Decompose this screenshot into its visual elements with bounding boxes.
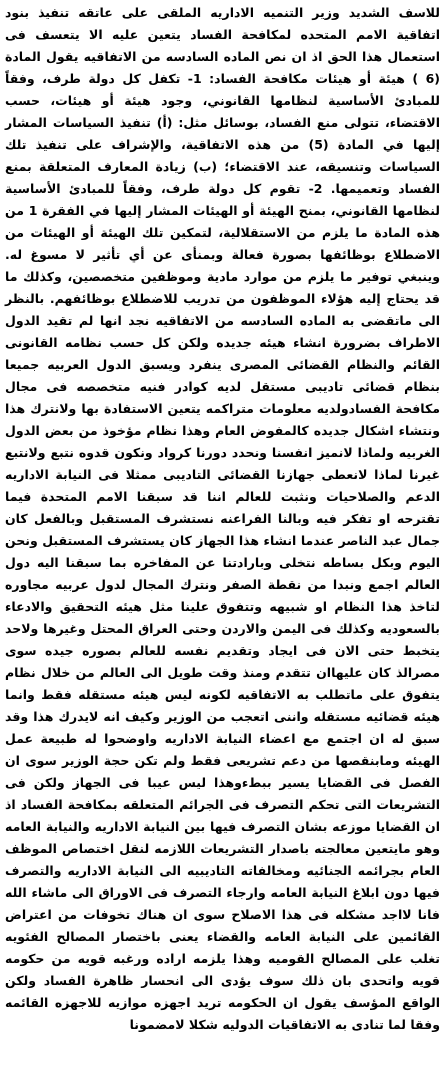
body-paragraph: للاسف الشديد وزير التنميه الاداريه الملقى على عاتقه تنفيذ بنود اتفاقية الامم المتحده لمكافحة الفساد يتعين عليه الا يتعسف فى استعمال هذا الحق اذ ان نص الماده السادسه من الاتفاقيه يقول المادة (6 ) هيئة أو هيئات مكافحة الفساد: 1- تكفل كل دولة طرف، وفقاً للمبادئ الأساسية لنظامها القانوني، وجود هيئة أو هيئات، حسب الاقتضاء، تتولى منع الفساد، بوسائل مثل: (أ) تنفيذ السياسات المشار إليها في المادة (5) من هذه الاتفاقية، والإشراف على تنفيذ تلك السياسات وتنسيقه، عند الاقتضاء؛ (ب) زيادة المعارف المتعلقة بمنع الفساد وتعميمها. 2- تقوم كل دولة طرف، وفقاً للمبادئ الأساسية لنظامها القانوني، بمنح الهيئة أو الهيئات المشار إليها في الفقرة 1 من هذه المادة ما يلزم من الاستقلالية، لتمكين تلك الهيئة أو الهيئات من الاضطلاع بوظائفها بصورة فعالة وبمنأى عن أي تأثير لا مسوغ له. وينبغي توفير ما يلزم من موارد مادية وموظفين متخصصين، وكذلك ما قد يحتاج إليه هؤلاء الموظفون من تدريب للاضطلاع بوظائفهم. بالنظر الى ماتقضى به الماده السادسه من الاتفاقيه نجد انها لم تقيد الدول الاطراف بضرورة انشاء هيئه جديده ولكن كل حسب نظامه القانونى القائم والنظام القضائى المصرى ينفرد ويسبق الدول العربيه جميعا بنظام قضائى تاديبى مستقل لديه كوادر فنيه متخصصه فى مجال مكافحة الفسادولديه معلومات متراكمه يتعين الاستفادة بها ولانترك هذا ونتشاء اشكال جديده كالمفوض العام وهذا نظام مؤخوذ من بعض الدول الغربيه ولماذا لانميز انفسنا ونحدد دورنا كرواد ونكون قدوه نتبع ولانتبع غيرنا لماذا لانعطى جهازنا القضائى التاديبى ممثلا فى النيابة الاداريه الدعم والصلاحيات ونثبت للعالم اننا قد سبقنا الامم المتحدة فيما تقترحه او تفكر فيه وبالنا الفراعنه نستشرف المستقبل وبالفعل كان جمال عبد الناصر عندما انشاء هذا الجهاز كان يستشرف المستقبل ونحن اليوم وبكل بساطه نتخلى وبارادتنا عن المفاخره بما سبقنا اليه دول العالم اجمع ونبدا من نقطة الصفر ونترك المجال لدول عربيه مجاوره لتاخذ هذا النظام او شبيهه وتتفوق علينا مثل هيئه التحقيق والادعاء بالسعوديه وكذلك فى اليمن والاردن وحتى العراق المحتل وغيرها ولاحد يتخبط حتى الان فى ايجاد وتقديم نفسه للعالم بصوره جيده سوى مصرالذ كان عليهاان تتقدم ومنذ وقت طويل الى العالم من خلال نظام يتفوق على ماتطلب به الاتفاقيه لكونه ليس هيئه مستقله فقط وانما هيئه قضائيه مستقله واننى اتعجب من الوزير وكيف انه لايدرك هذا وقد سبق له ان اجتمع مع اعضاء النيابة الاداريه واوضحوا له طبيعة عمل الهيئه ومابنقصها من دعم تشريعى فقط ولم تكن حجة الوزير سوى ان الفصل فى القضايا يسير ببطءوهذا ليس عيبا فى الجهاز ولكن فى التشريعات التى تحكم التصرف فى الجرائم المتعلقه بمكافحة الفساد اذ ان القضايا موزعه بشان التصرف فيها بين النيابة الاداريه والنيابة العامه وهو مايتعين معالجته باصدار التشريعات اللازمه لنقل اختصاص الموظف العام بجرائمه الجنائيه ومخالفاته التاديبيه الى النيابة الاداريه والتصرف فيها دون ابلاغ النيابة العامه وارجاء التصرف فى الاوراق الى ماشاء الله فانا لااجد مشكله فى هذا الاصلاح سوى ان هناك تخوفات من اعتراض القائمين على النيابة العامه والقضاء يعنى باختصار المصالح الفئويه تغلب على المصالح القوميه وهذا يلزمه اراده ورغبه قويه من حكومه قويه واتحدى بان ذلك سوف يؤدى الى انحسار ظاهرة الفساد ولكن الواقع المؤسف يقول ان الحكومه تريد اجهزه موازيه للاجهزه القائمه وفقا لما تنادى به الاتفاقيات الدوليه شكلا لامضمونا xyxy=(5,5,440,1032)
